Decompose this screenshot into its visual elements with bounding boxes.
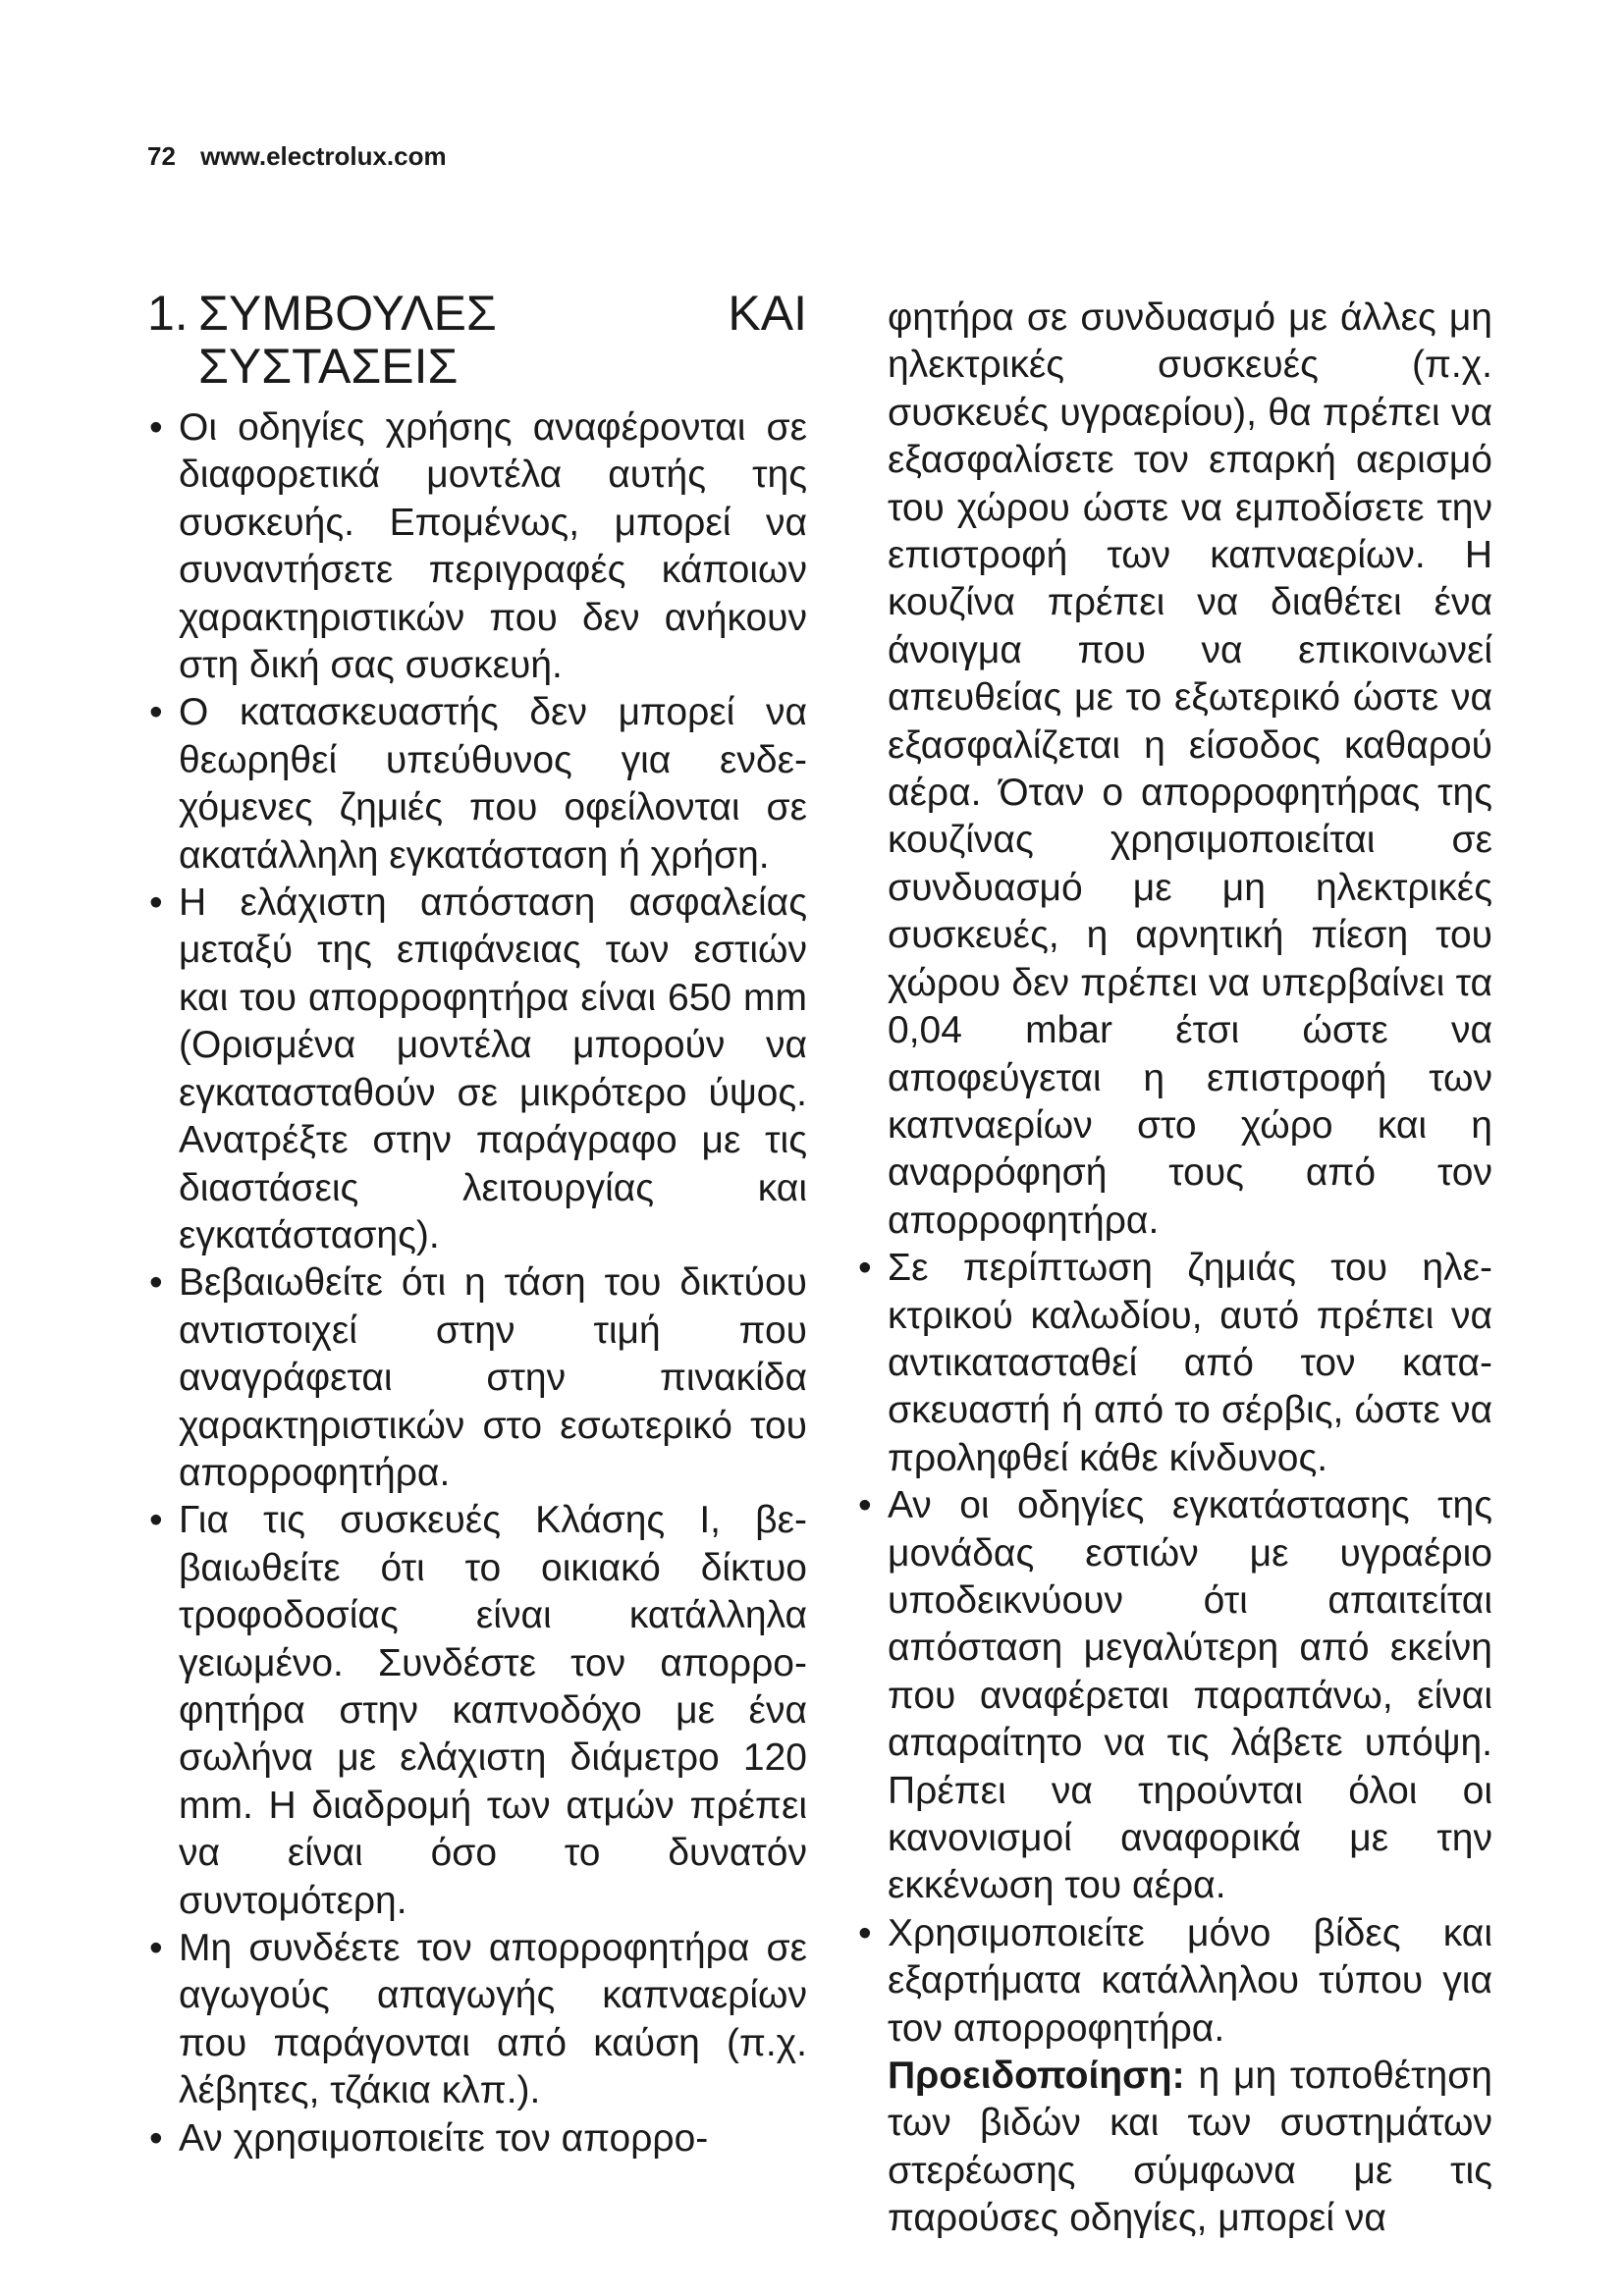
list-item: • Αν οι οδηγίες εγκατάστασης της μονάδας εστιών με υγραέριο υποδεικνύουν ότι απαιτείται απόσταση μεγαλύτερη από εκείνη που αναφέρεται παραπάνω, είναι απαραίτητο να τις λάβετε υπόψη. Πρέπει να τηρούνται όλοι οι κανονισμοί αναφορικά με την εκκένωση του αέρα. [856, 1482, 1492, 1910]
list-item: • Βεβαιωθείτε ότι η τάση του δικτύου αντιστοιχεί στην τιμή που αναγράφεται στην πινακίδα χαρακτηριστικών στο εσωτερικό του απορροφητήρα. [147, 1259, 807, 1497]
list-item: • Η ελάχιστη απόσταση ασφαλείας μεταξύ της επιφάνειας των εστιών και του απορροφητήρα είναι 650 mm (Ορισμένα μοντέλα μπορούν να εγκατασταθούν σε μικρότερο ύψος. Ανατρέξτε στην παράγραφο με τις διαστάσεις λειτουργίας και εγκατάστασης). [147, 880, 807, 1259]
safety-list-left [147, 404, 807, 2163]
website-link[interactable]: www.electrolux.com [200, 141, 447, 171]
section-number: 1. [147, 286, 189, 341]
warning-text: η μη τοποθέτηση των βιδών και των συστημάτων στερέωσης σύμφωνα με τις παρούσες οδηγίες, μπορεί να [888, 2055, 1492, 2240]
page-header [147, 141, 447, 172]
safety-list-right [856, 1245, 1492, 2053]
page-number: 72 [147, 141, 176, 171]
warning-note [856, 2053, 1492, 2243]
list-item: • Οι οδηγίες χρήσης αναφέρονται σε διαφορετικά μοντέλα αυτής της συσκευής. Επομένως, μπορεί να συναντήσετε περιγραφές κάποιων χαρακτηριστικών που δεν ανήκουν στη δική σας συσκευή. [147, 404, 807, 689]
list-item: • Ο κατασκευαστής δεν μπορεί να θεωρηθεί υπεύθυνος για ενδεχόμενες ζημιές που οφείλονται σε ακατάλληλη εγκατάσταση ή χρήση. [147, 689, 807, 880]
list-item: • Χρησιμοποιείτε μόνο βίδες και εξαρτήματα κατάλληλου τύπου για τον απορροφητήρα. [856, 1910, 1492, 2053]
section-title [147, 287, 807, 393]
left-column [147, 287, 807, 2163]
right-column [856, 294, 1492, 2243]
list-item: • Αν χρησιμοποιείτε τον απορρο- [147, 2115, 807, 2163]
warning-label: Προειδοποίηση: [888, 2055, 1185, 2098]
list-item: • Σε περίπτωση ζημιάς του ηλεκτρικού καλωδίου, αυτό πρέπει να αντικατασταθεί από τον κατασκευαστή ή από το σέρβις, ώστε να προληφθεί κάθε κίνδυνος. [856, 1245, 1492, 1482]
list-item: • Για τις συσκευές Κλάσης I, βεβαιωθείτε ότι το οικιακό δίκτυο τροφοδοσίας είναι κατάλληλα γειωμένο. Συνδέστε τον απορροφητήρα στην καπνοδόχο με ένα σωλήνα με ελάχιστη διάμετρο 120 mm. Η διαδρομή των ατμών πρέπει να είναι όσο το δυνατόν συντομότερη. [147, 1497, 807, 1925]
section-heading: ΣΥΜΒΟΥΛΕΣ ΚΑΙ ΣΥΣΤΑΣΕΙΣ [198, 286, 807, 394]
continued-paragraph: φητήρα σε συνδυασμό με άλλες μη ηλεκτρικές συσκευές (π.χ. συσκευές υγραερίου), θα πρέπει να εξασφαλίσετε τον επαρκή αερισμό του χώρου ώστε να εμποδίσετε την επιστροφή των καπναερίων. Η κουζίνα πρέπει να διαθέτει ένα άνοιγμα που να επικοινωνεί απευθείας με το εξωτερικό ώστε να εξασφαλίζεται η είσοδος καθαρού αέρα. Όταν ο απορροφητήρας της κουζίνας χρησιμοποιείται σε συνδυασμό με μη ηλεκτρικές συσκευές, η αρνητική πίεση του χώρου δεν πρέπει να υπερβαίνει τα 0,04 mbar έτσι ώστε να αποφεύγεται η επιστροφή των καπναερίων στο χώρο και η αναρρόφησή τους από τον απορροφητήρα. [888, 296, 1492, 1242]
list-item: • Μη συνδέετε τον απορροφητήρα σε αγωγούς απαγωγής καπναερίων που παράγονται από καύση (π.χ. λέβητες, τζάκια κλπ.). [147, 1925, 807, 2115]
